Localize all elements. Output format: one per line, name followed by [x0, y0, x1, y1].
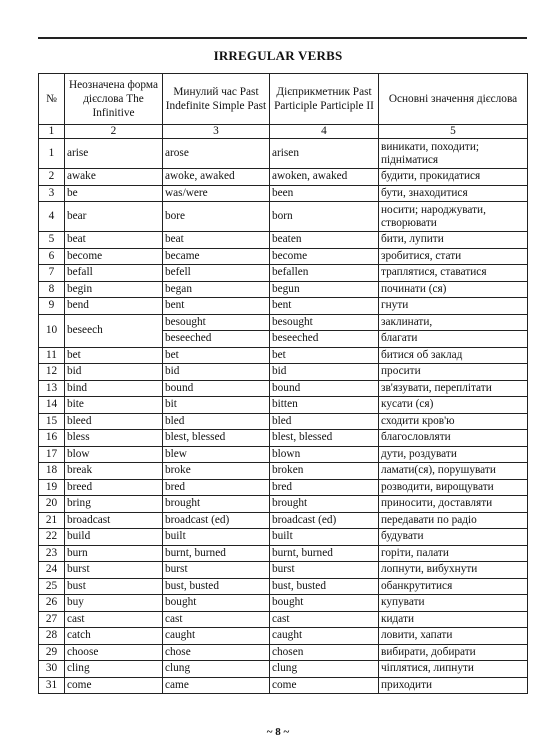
past-cell: bust, busted	[163, 578, 270, 595]
meaning-cell: ламати(ся), порушувати	[379, 463, 528, 480]
header-infinitive: Неозначена форма дієслова The Infinitive	[65, 74, 163, 125]
table-row	[39, 232, 528, 249]
table-row	[39, 314, 528, 331]
meaning-cell: ловити, хапати	[379, 628, 528, 645]
table-row	[39, 661, 528, 678]
infinitive-cell: arise	[65, 139, 163, 169]
past-cell: bet	[163, 347, 270, 364]
participle-cell: clung	[270, 661, 379, 678]
table-row	[39, 611, 528, 628]
table-row	[39, 496, 528, 513]
meaning-cell: просити	[379, 364, 528, 381]
infinitive-cell: befall	[65, 265, 163, 282]
row-number: 24	[39, 562, 65, 579]
meaning-cell: благати	[379, 331, 528, 348]
participle-cell: become	[270, 248, 379, 265]
table-row	[39, 529, 528, 546]
meaning-cell: приходити	[379, 677, 528, 694]
meaning-cell: будувати	[379, 529, 528, 546]
table-row	[39, 281, 528, 298]
meaning-cell: горіти, палати	[379, 545, 528, 562]
infinitive-cell: bid	[65, 364, 163, 381]
table-row	[39, 397, 528, 414]
row-number: 11	[39, 347, 65, 364]
row-number: 14	[39, 397, 65, 414]
past-cell: bid	[163, 364, 270, 381]
past-cell: bound	[163, 380, 270, 397]
column-number-row	[39, 125, 528, 139]
infinitive-cell: beseech	[65, 314, 163, 347]
past-cell: broadcast (ed)	[163, 512, 270, 529]
infinitive-cell: burn	[65, 545, 163, 562]
infinitive-cell: bet	[65, 347, 163, 364]
column-number: 5	[379, 125, 528, 139]
past-cell: beat	[163, 232, 270, 249]
infinitive-cell: burst	[65, 562, 163, 579]
meaning-cell: розводити, вирощувати	[379, 479, 528, 496]
meaning-cell: сходити кров'ю	[379, 413, 528, 430]
past-cell: beseeched	[163, 331, 270, 348]
meaning-cell: кидати	[379, 611, 528, 628]
participle-cell: caught	[270, 628, 379, 645]
meaning-cell: чіплятися, липнути	[379, 661, 528, 678]
meaning-cell: благословляти	[379, 430, 528, 447]
meaning-cell: битися об заклад	[379, 347, 528, 364]
column-number: 4	[270, 125, 379, 139]
header-number: №	[39, 74, 65, 125]
table-row	[39, 595, 528, 612]
table-row	[39, 380, 528, 397]
table-row	[39, 578, 528, 595]
participle-cell: blest, blessed	[270, 430, 379, 447]
row-number: 23	[39, 545, 65, 562]
past-cell: bled	[163, 413, 270, 430]
infinitive-cell: bless	[65, 430, 163, 447]
meaning-cell: дути, роздувати	[379, 446, 528, 463]
past-cell: burst	[163, 562, 270, 579]
participle-cell: bid	[270, 364, 379, 381]
past-cell: burnt, burned	[163, 545, 270, 562]
participle-cell: beseeched	[270, 331, 379, 348]
infinitive-cell: become	[65, 248, 163, 265]
meaning-cell: будити, прокидатися	[379, 169, 528, 186]
meaning-cell: виникати, походити; підніматися	[379, 139, 528, 169]
column-number: 3	[163, 125, 270, 139]
meaning-cell: вибирати, добирати	[379, 644, 528, 661]
row-number: 7	[39, 265, 65, 282]
meaning-cell: лопнути, вибухнути	[379, 562, 528, 579]
participle-cell: bled	[270, 413, 379, 430]
past-cell: clung	[163, 661, 270, 678]
table-row	[39, 479, 528, 496]
past-cell: blest, blessed	[163, 430, 270, 447]
column-number: 2	[65, 125, 163, 139]
irregular-verbs-table	[38, 73, 528, 694]
meaning-cell: зв'язувати, переплітати	[379, 380, 528, 397]
participle-cell: come	[270, 677, 379, 694]
meaning-cell: купувати	[379, 595, 528, 612]
row-number: 19	[39, 479, 65, 496]
row-number: 22	[39, 529, 65, 546]
table-row	[39, 677, 528, 694]
participle-cell: broadcast (ed)	[270, 512, 379, 529]
table-row	[39, 512, 528, 529]
row-number: 9	[39, 298, 65, 315]
past-cell: began	[163, 281, 270, 298]
participle-cell: awoken, awaked	[270, 169, 379, 186]
header-row	[39, 74, 528, 125]
infinitive-cell: catch	[65, 628, 163, 645]
row-number: 1	[39, 139, 65, 169]
past-cell: was/were	[163, 185, 270, 202]
past-cell: broke	[163, 463, 270, 480]
row-number: 26	[39, 595, 65, 612]
row-number: 30	[39, 661, 65, 678]
row-number: 18	[39, 463, 65, 480]
table-row	[39, 463, 528, 480]
row-number: 21	[39, 512, 65, 529]
meaning-cell: гнути	[379, 298, 528, 315]
past-cell: befell	[163, 265, 270, 282]
row-number: 6	[39, 248, 65, 265]
infinitive-cell: beat	[65, 232, 163, 249]
column-number: 1	[39, 125, 65, 139]
meaning-cell: траплятися, ставатися	[379, 265, 528, 282]
participle-cell: burst	[270, 562, 379, 579]
past-cell: bore	[163, 202, 270, 232]
past-cell: brought	[163, 496, 270, 513]
participle-cell: besought	[270, 314, 379, 331]
meaning-cell: бити, лупити	[379, 232, 528, 249]
table-row	[39, 139, 528, 169]
participle-cell: beaten	[270, 232, 379, 249]
table-row	[39, 347, 528, 364]
row-number: 28	[39, 628, 65, 645]
participle-cell: blown	[270, 446, 379, 463]
row-number: 20	[39, 496, 65, 513]
table-row	[39, 413, 528, 430]
participle-cell: bet	[270, 347, 379, 364]
infinitive-cell: bind	[65, 380, 163, 397]
header-meaning: Основні значення дієслова	[379, 74, 528, 125]
infinitive-cell: begin	[65, 281, 163, 298]
meaning-cell: носити; народжувати, створювати	[379, 202, 528, 232]
infinitive-cell: cling	[65, 661, 163, 678]
participle-cell: broken	[270, 463, 379, 480]
infinitive-cell: awake	[65, 169, 163, 186]
page-number: ~ 8 ~	[266, 726, 290, 738]
past-cell: blew	[163, 446, 270, 463]
past-cell: bought	[163, 595, 270, 612]
table-row	[39, 298, 528, 315]
row-number: 8	[39, 281, 65, 298]
participle-cell: bred	[270, 479, 379, 496]
participle-cell: arisen	[270, 139, 379, 169]
row-number: 2	[39, 169, 65, 186]
past-cell: arose	[163, 139, 270, 169]
row-number: 12	[39, 364, 65, 381]
infinitive-cell: bend	[65, 298, 163, 315]
table-row	[39, 545, 528, 562]
infinitive-cell: buy	[65, 595, 163, 612]
infinitive-cell: bring	[65, 496, 163, 513]
table-row	[39, 364, 528, 381]
infinitive-cell: bust	[65, 578, 163, 595]
infinitive-cell: cast	[65, 611, 163, 628]
row-number: 3	[39, 185, 65, 202]
participle-cell: burnt, burned	[270, 545, 379, 562]
participle-cell: begun	[270, 281, 379, 298]
infinitive-cell: bite	[65, 397, 163, 414]
infinitive-cell: bleed	[65, 413, 163, 430]
row-number: 29	[39, 644, 65, 661]
participle-cell: brought	[270, 496, 379, 513]
row-number: 15	[39, 413, 65, 430]
infinitive-cell: choose	[65, 644, 163, 661]
row-number: 17	[39, 446, 65, 463]
participle-cell: born	[270, 202, 379, 232]
top-rule	[38, 37, 527, 39]
past-cell: chose	[163, 644, 270, 661]
past-cell: cast	[163, 611, 270, 628]
infinitive-cell: break	[65, 463, 163, 480]
past-cell: came	[163, 677, 270, 694]
infinitive-cell: be	[65, 185, 163, 202]
infinitive-cell: breed	[65, 479, 163, 496]
participle-cell: bitten	[270, 397, 379, 414]
past-cell: built	[163, 529, 270, 546]
table-row	[39, 202, 528, 232]
table-row	[39, 628, 528, 645]
participle-cell: bound	[270, 380, 379, 397]
table-row	[39, 265, 528, 282]
meaning-cell: зробитися, стати	[379, 248, 528, 265]
past-cell: became	[163, 248, 270, 265]
meaning-cell: заклинати,	[379, 314, 528, 331]
table-row	[39, 169, 528, 186]
infinitive-cell: bear	[65, 202, 163, 232]
past-cell: bent	[163, 298, 270, 315]
meaning-cell: передавати по радіо	[379, 512, 528, 529]
table-row	[39, 644, 528, 661]
past-cell: bit	[163, 397, 270, 414]
meaning-cell: приносити, доставляти	[379, 496, 528, 513]
page-title: IRREGULAR VERBS	[213, 48, 343, 63]
participle-cell: chosen	[270, 644, 379, 661]
row-number: 27	[39, 611, 65, 628]
row-number: 25	[39, 578, 65, 595]
participle-cell: bought	[270, 595, 379, 612]
header-participle: Дієприкметник Past Participle Participle II	[270, 74, 379, 125]
row-number: 16	[39, 430, 65, 447]
participle-cell: bust, busted	[270, 578, 379, 595]
past-cell: bred	[163, 479, 270, 496]
participle-cell: befallen	[270, 265, 379, 282]
row-number: 10	[39, 314, 65, 347]
meaning-cell: бути, знаходитися	[379, 185, 528, 202]
row-number: 31	[39, 677, 65, 694]
row-number: 13	[39, 380, 65, 397]
infinitive-cell: build	[65, 529, 163, 546]
past-cell: besought	[163, 314, 270, 331]
meaning-cell: кусати (ся)	[379, 397, 528, 414]
table-row	[39, 248, 528, 265]
participle-cell: built	[270, 529, 379, 546]
table-row	[39, 430, 528, 447]
verb-rows	[39, 139, 528, 694]
past-cell: awoke, awaked	[163, 169, 270, 186]
meaning-cell: обанкрутитися	[379, 578, 528, 595]
table-row	[39, 185, 528, 202]
table-row	[39, 562, 528, 579]
row-number: 4	[39, 202, 65, 232]
participle-cell: bent	[270, 298, 379, 315]
row-number: 5	[39, 232, 65, 249]
header-past: Минулий час Past Indefinite Simple Past	[163, 74, 270, 125]
infinitive-cell: blow	[65, 446, 163, 463]
past-cell: caught	[163, 628, 270, 645]
participle-cell: cast	[270, 611, 379, 628]
infinitive-cell: broadcast	[65, 512, 163, 529]
infinitive-cell: come	[65, 677, 163, 694]
participle-cell: been	[270, 185, 379, 202]
table-row	[39, 446, 528, 463]
meaning-cell: починати (ся)	[379, 281, 528, 298]
